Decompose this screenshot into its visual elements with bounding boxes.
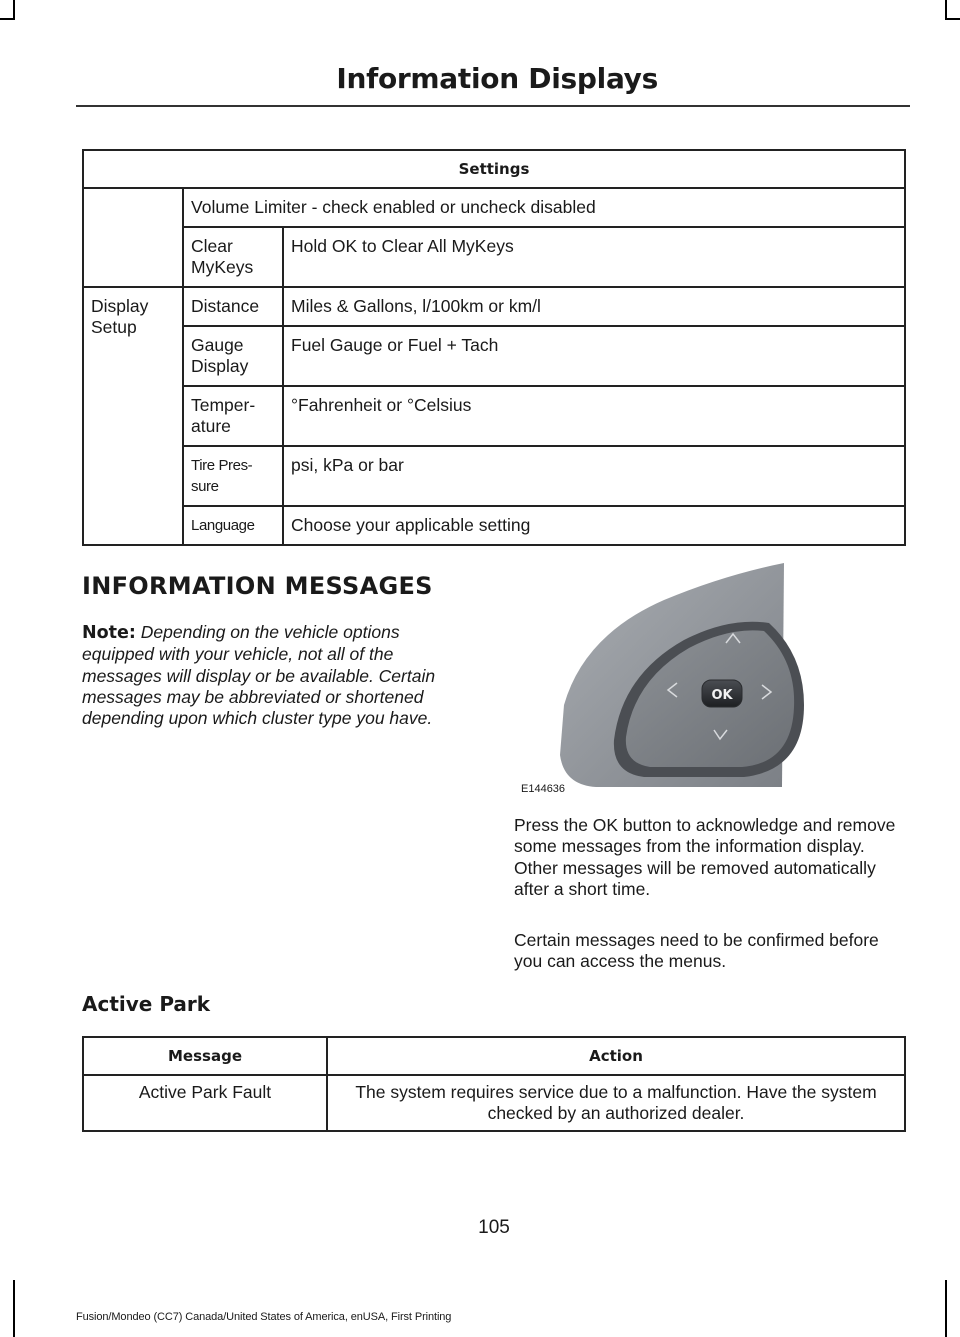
settings-table-header: Settings <box>83 150 905 188</box>
steering-wheel-controls-figure <box>514 555 906 800</box>
active-park-fault-action: The system requires service due to a malfunction. Have the system checked by an authorized dealer. <box>327 1075 905 1131</box>
page-number: 105 <box>478 1217 510 1238</box>
tire-pressure-label: Tire Pres-sure <box>183 446 283 506</box>
settings-table <box>82 149 906 546</box>
message-column-header: Message <box>83 1037 327 1075</box>
header-rule <box>76 105 910 107</box>
confirm-paragraph: Certain messages need to be confirmed before you can access the menus. <box>514 930 879 972</box>
volume-limiter-cell: Volume Limiter - check enabled or uncheck disabled <box>183 188 905 227</box>
footer-text: Fusion/Mondeo (CC7) Canada/United States of America, enUSA, First Printing <box>76 1311 452 1323</box>
figure-id: E144636 <box>521 783 566 795</box>
clear-mykeys-label: Clear MyKeys <box>183 227 283 287</box>
table-row <box>83 1075 905 1131</box>
crop-mark <box>13 0 15 20</box>
active-park-heading: Active Park <box>82 992 211 1016</box>
crop-mark <box>945 1280 947 1337</box>
gauge-display-label: Gauge Display <box>183 326 283 386</box>
language-value: Choose your applicable setting <box>283 506 905 545</box>
distance-label: Distance <box>183 287 283 326</box>
language-label: Language <box>183 506 283 545</box>
crop-mark <box>0 18 14 20</box>
clear-mykeys-value: Hold OK to Clear All MyKeys <box>283 227 905 287</box>
action-column-header: Action <box>327 1037 905 1075</box>
settings-group-empty <box>83 188 183 287</box>
temperature-label: Temper-ature <box>183 386 283 446</box>
section-heading: INFORMATION MESSAGES <box>82 572 433 600</box>
crop-mark <box>13 1280 15 1337</box>
page-header-title: Information Displays <box>336 62 658 95</box>
crop-mark <box>945 0 947 20</box>
active-park-table <box>82 1036 906 1132</box>
note-label: Note: <box>82 623 136 643</box>
tire-pressure-value: psi, kPa or bar <box>283 446 905 506</box>
distance-value: Miles & Gallons, l/100km or km/l <box>283 287 905 326</box>
note-paragraph <box>82 622 462 729</box>
note-text: Depending on the vehicle options equipped with your vehicle, not all of the messages will display or be available. Certain messages may be abbreviated or shortened depending upon which cluster type you have. <box>82 622 436 729</box>
temperature-value: °Fahrenheit or °Celsius <box>283 386 905 446</box>
crop-mark <box>946 18 960 20</box>
ok-button-paragraph: Press the OK button to acknowledge and remove some messages from the information display. Other messages will be removed automatically after a short time. <box>514 815 896 899</box>
display-setup-label: Display Setup <box>83 287 183 545</box>
ok-label: OK <box>711 688 733 703</box>
gauge-display-value: Fuel Gauge or Fuel + Tach <box>283 326 905 386</box>
active-park-fault-message: Active Park Fault <box>83 1075 327 1131</box>
